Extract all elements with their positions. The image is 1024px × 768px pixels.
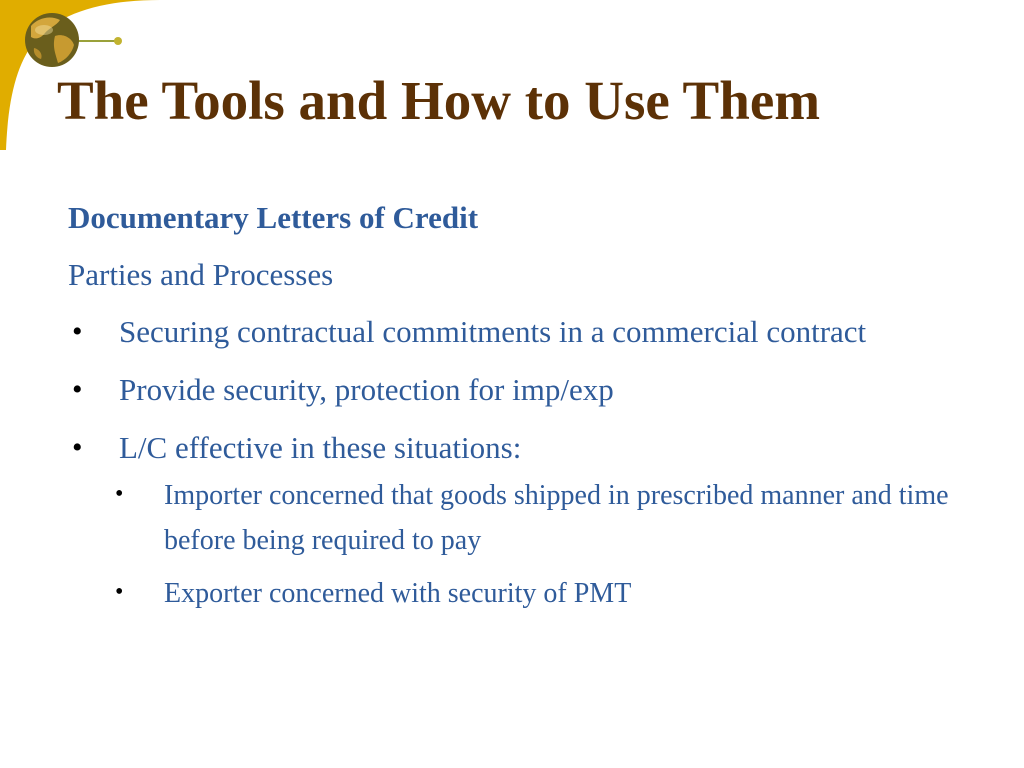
slide-body xyxy=(68,196,968,628)
bullet-item xyxy=(68,309,968,355)
bullet-list xyxy=(68,309,968,616)
sub-bullet-item xyxy=(115,473,964,563)
bullet-text: L/C effective in these situations: xyxy=(119,430,522,465)
section-heading: Documentary Letters of Credit xyxy=(68,200,479,235)
globe-pointer-dot xyxy=(114,37,122,45)
bullet-dot-icon: • xyxy=(72,315,83,348)
bullet-dot-icon: • xyxy=(72,373,83,406)
sub-bullet-list xyxy=(115,473,964,616)
bullet-dot-icon: • xyxy=(115,579,124,605)
section-subheading: Parties and Processes xyxy=(68,257,334,292)
sub-bullet-item xyxy=(115,571,964,616)
bullet-text: Provide security, protection for imp/exp xyxy=(119,372,614,407)
sub-bullet-text: Importer concerned that goods shipped in prescribed manner and time before being required to pay xyxy=(164,480,949,556)
bullet-dot-icon: • xyxy=(115,481,124,507)
bullet-dot-icon: • xyxy=(72,431,83,464)
sub-bullet-text: Exporter concerned with security of PMT xyxy=(164,578,632,609)
bullet-item xyxy=(68,367,968,413)
bullet-text: Securing contractual commitments in a commercial contract xyxy=(119,314,867,349)
globe-icon xyxy=(25,13,79,67)
bullet-item xyxy=(68,425,968,616)
slide-title: The Tools and How to Use Them xyxy=(57,70,821,131)
